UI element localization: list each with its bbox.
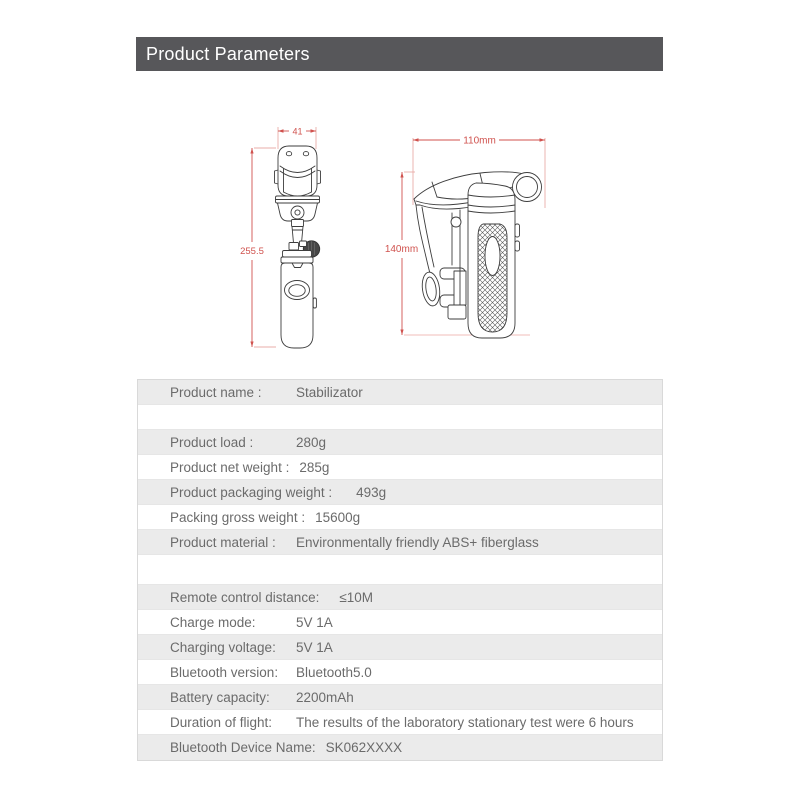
row-label: Product net weight : [170,459,290,475]
row-value: Environmentally friendly ABS+ fiberglass [296,534,539,550]
row-label: Packing gross weight : [170,509,306,525]
product-diagram-folded [380,125,555,340]
header-bar [136,37,663,71]
row-value: Bluetooth5.0 [296,664,372,680]
dim-width-label-upright: 41 [292,126,303,137]
table-row [138,660,662,685]
dim-height-label-upright: 255.5 [240,246,264,257]
row-value: The results of the laboratory stationary test were 6 hours [296,714,634,730]
row-label: Bluetooth version: [170,664,279,680]
table-row [138,505,662,530]
row-label: Remote control distance: [170,589,320,605]
dim-width-label-folded: 110mm [463,135,496,147]
table-row [138,455,662,480]
row-value: 280g [296,434,327,450]
product-diagram-upright [230,115,340,360]
dim-height-label-folded: 140mm [384,244,419,255]
row-label: Duration of flight: [170,714,273,730]
table-row [138,735,662,760]
row-label: Product name : [170,384,262,400]
row-label: Bluetooth Device Name: [170,740,316,755]
table-row [138,610,662,635]
table-row [138,480,662,505]
row-value: 493g [356,484,387,500]
spec-table [137,379,663,761]
row-value: 5V 1A [296,639,333,655]
row-label: Product material : [170,534,276,550]
row-label: Product packaging weight : [170,484,333,500]
table-row [138,430,662,455]
table-row [138,530,662,555]
row-value: SK062XXXX [325,740,403,755]
row-value: 2200mAh [296,689,354,705]
table-row [138,405,662,430]
row-label: Charging voltage: [170,639,276,655]
row-label: Battery capacity: [170,689,270,705]
table-row [138,685,662,710]
row-value: 285g [299,459,330,475]
row-value: 15600g [315,509,361,525]
row-value: Stabilizator [296,384,363,400]
table-row [138,635,662,660]
row-value: 5V 1A [296,614,333,630]
row-label: Charge mode: [170,614,256,630]
table-row [138,710,662,735]
table-row [138,555,662,585]
row-label: Product load : [170,434,254,450]
table-row [138,380,662,405]
page-title: Product Parameters [146,43,310,64]
row-value: ≤10M [339,589,373,605]
table-row [138,585,662,610]
